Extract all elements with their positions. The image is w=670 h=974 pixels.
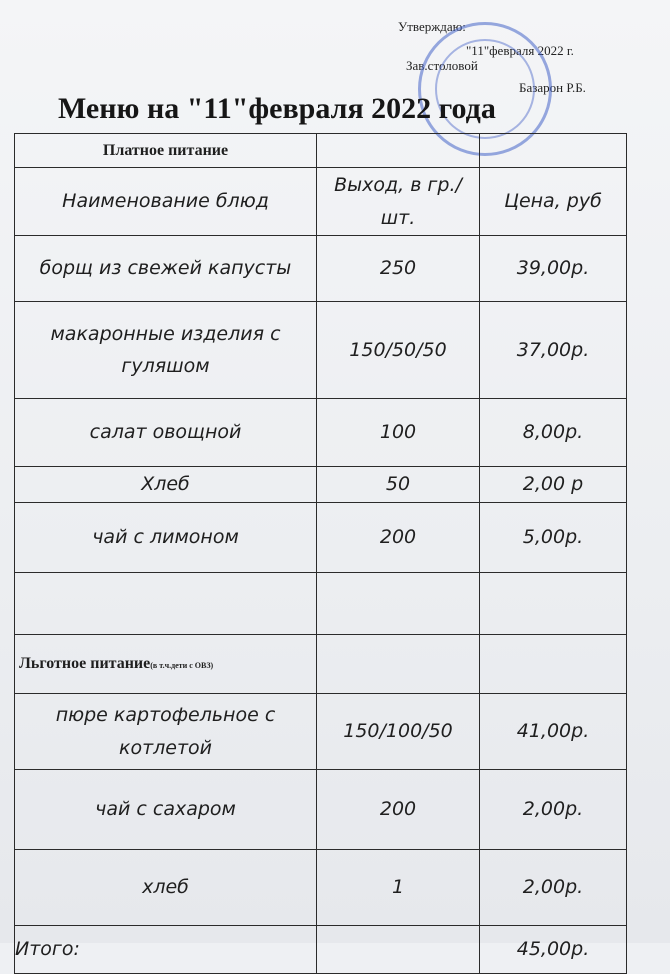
- dish-name: салат овощной: [15, 399, 317, 467]
- dish-yield: 250: [317, 236, 480, 302]
- dish-name: борщ из свежей капусты: [15, 236, 317, 302]
- dish-price: 37,00р.: [480, 302, 627, 399]
- column-header-yield: Выход, в гр./шт.: [317, 168, 480, 236]
- total-row: [15, 926, 627, 974]
- dish-yield: 50: [317, 467, 480, 503]
- approval-caption: Утверждаю:: [398, 19, 466, 34]
- dish-yield: 150/100/50: [317, 694, 480, 770]
- section-benefit-label: Льготное питание: [19, 655, 151, 673]
- table-row: [15, 770, 627, 850]
- column-header-dish: Наименование блюд: [15, 168, 317, 236]
- total-label: Итого:: [15, 926, 317, 974]
- dish-yield: 100: [317, 399, 480, 467]
- table-row: [15, 694, 627, 770]
- dish-name: макаронные изделия с гуляшом: [15, 302, 317, 399]
- dish-price: 41,00р.: [480, 694, 627, 770]
- table-row: [15, 399, 627, 467]
- section-header-row: [15, 134, 627, 168]
- dish-price: 5,00р.: [480, 503, 627, 573]
- approval-date: "11"февраля 2022 г.: [466, 43, 574, 58]
- dish-price: 8,00р.: [480, 399, 627, 467]
- approval-signatory: Базарон Р.Б.: [519, 80, 586, 95]
- dish-price: 2,00р.: [480, 770, 627, 850]
- table-row: [15, 503, 627, 573]
- dish-name: чай с лимоном: [15, 503, 317, 573]
- table-row: [15, 850, 627, 926]
- dish-yield: 200: [317, 503, 480, 573]
- table-row: [15, 467, 627, 503]
- section-header-row: [15, 573, 627, 635]
- section-benefit-note: (в т.ч.дети с ОВЗ): [150, 661, 214, 671]
- table-row: [15, 302, 627, 399]
- section-paid: Платное питание: [15, 134, 317, 168]
- section-header-row: [15, 635, 627, 694]
- section-benefit: [15, 635, 317, 694]
- table-row: [15, 236, 627, 302]
- column-header-price: Цена, руб: [480, 168, 627, 236]
- total-value: 45,00р.: [480, 926, 627, 974]
- dish-yield: 1: [317, 850, 480, 926]
- dish-price: 2,00 р: [480, 467, 627, 503]
- dish-name: пюре картофельное с котлетой: [15, 694, 317, 770]
- column-header-row: [15, 168, 627, 236]
- dish-name: хлеб: [15, 850, 317, 926]
- dish-name: чай с сахаром: [15, 770, 317, 850]
- dish-yield: 150/50/50: [317, 302, 480, 399]
- dish-yield: 200: [317, 770, 480, 850]
- dish-price: 39,00р.: [480, 236, 627, 302]
- dish-name: Хлеб: [15, 467, 317, 503]
- menu-table: [14, 133, 627, 974]
- page-title: Меню на "11"февраля 2022 года: [58, 92, 496, 125]
- approval-position: Зав.столовой: [406, 58, 478, 73]
- dish-price: 2,00р.: [480, 850, 627, 926]
